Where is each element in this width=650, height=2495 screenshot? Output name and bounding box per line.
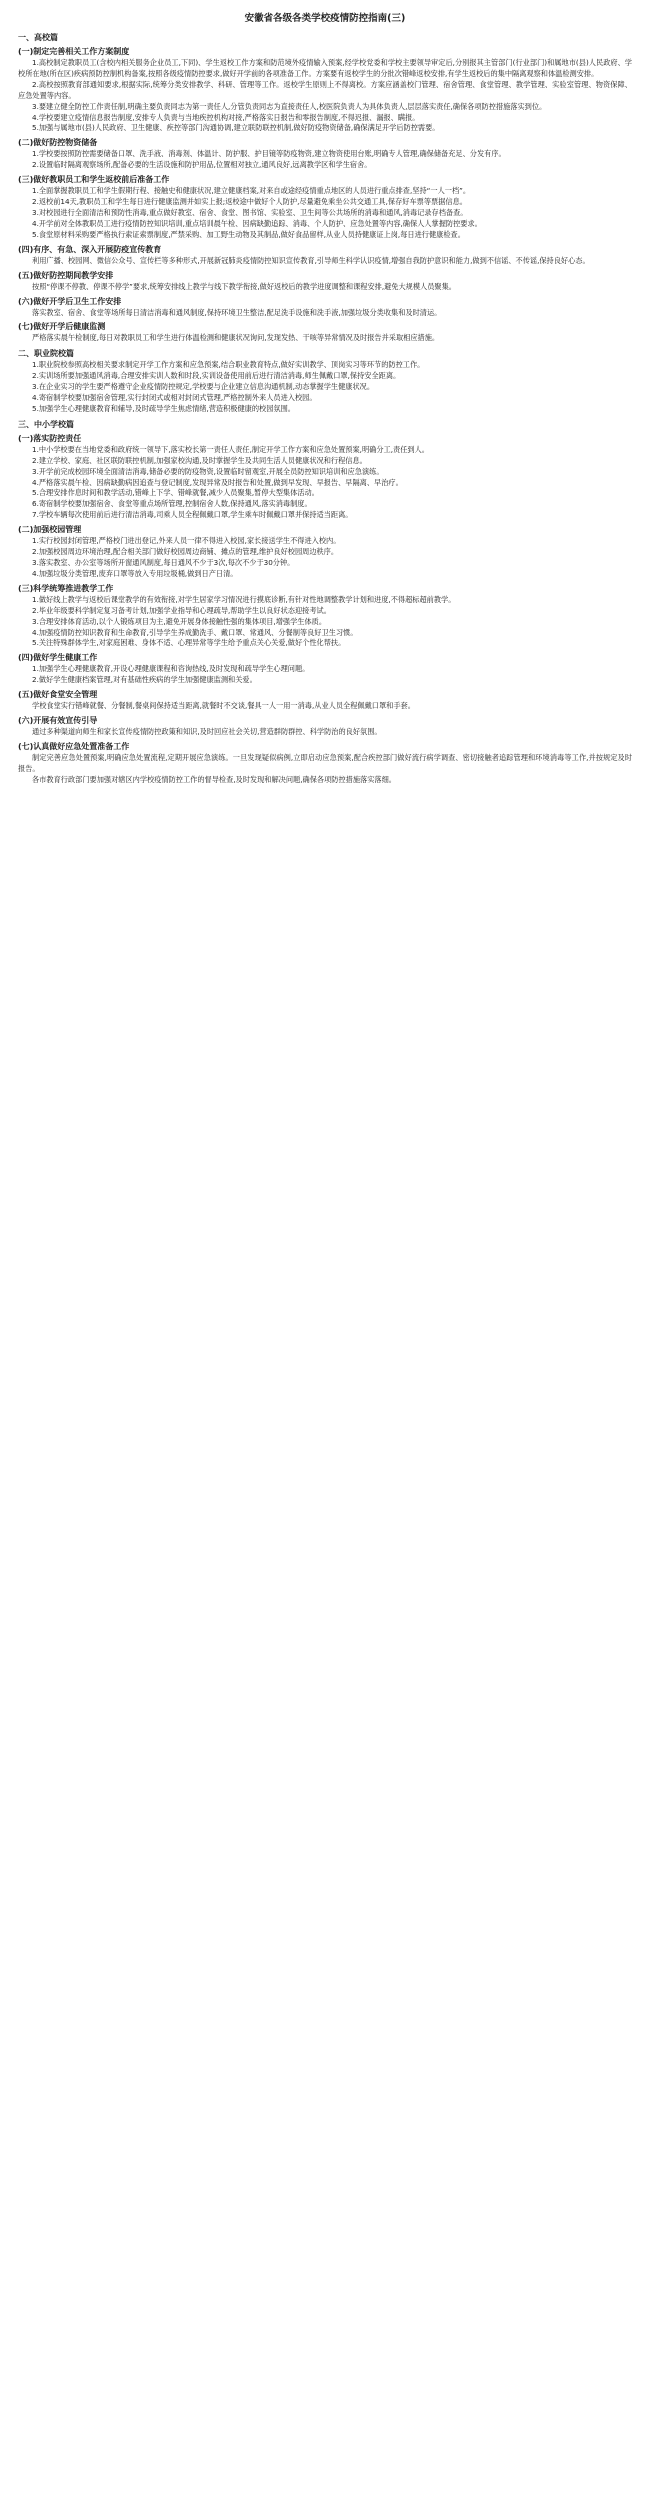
paragraph: 5.合理安排作息时间和教学活动,错峰上下学、错峰就餐,减少人员聚集,暂停大型集体活动。 (32, 488, 319, 498)
paragraph: 3.合理安排体育活动,以个人锻炼项目为主,避免开展身体接触性强的集体项目,增强学生体质。 (32, 616, 327, 626)
paragraph: 4.加强垃圾分类管理,废弃口罩等放入专用垃圾桶,做到日产日清。 (32, 568, 238, 578)
subsection-heading: (五)做好防控期间教学安排 (18, 270, 114, 280)
subsection-heading: (一)制定完善相关工作方案制度 (18, 47, 130, 56)
paragraph: 4.寄宿制学校要加强宿舍管理,实行封闭式或相对封闭式管理,严格控制外来人员进入校园。 (32, 393, 317, 403)
subsection-heading: (六)开展有效宣传引导 (18, 716, 98, 726)
paragraph: 1.加强学生心理健康教育,开设心理健康课程和咨询热线,及时发现和疏导学生心理问题。 (32, 664, 310, 674)
paragraph: 2.毕业年级要科学制定复习备考计划,加强学业指导和心理疏导,帮助学生以良好状态迎接考试。 (32, 605, 331, 615)
paragraph: 7.学校车辆每次使用前后进行清洁消毒,司乘人员全程佩戴口罩,学生乘车时佩戴口罩并保持适当距离。 (32, 510, 353, 520)
paragraph: 4.严格落实晨午检、因病缺勤病因追查与登记制度,发现异常及时报告和处置,做到早发现、早报告、早隔离、早治疗。 (32, 477, 403, 487)
subsection-heading: (一)落实防控责任 (18, 433, 82, 443)
paragraph: 1.实行校园封闭管理,严格校门进出登记,外来人员一律不得进入校园,家长接送学生不得进入校内。 (32, 536, 341, 546)
paragraph: 落实教室、宿舍、食堂等场所每日清洁消毒和通风制度,保持环境卫生整洁,配足洗手设施和洗手液,加强垃圾分类收集和及时清运。 (32, 307, 442, 317)
paragraph: 2.高校按照教育部通知要求,根据实际,统筹分类安排教学、科研、管理等工作。返校学生原则上不得离校。方案应涵盖校门管理、宿舍管理、食堂管理、教学管理、实验室管理、物资保障、应急处置等内容。 (18, 79, 632, 100)
section-heading: 一、高校篇 (18, 33, 58, 42)
paragraph: 3.在企业实习的学生要严格遵守企业疫情防控规定,学校要与企业建立信息沟通机制,动态掌握学生健康状况。 (32, 382, 375, 392)
paragraph: 6.寄宿制学校要加强宿舍、食堂等重点场所管理,控制宿舍人数,保持通风,落实消毒制度。 (32, 499, 312, 509)
paragraph: 通过多种渠道向师生和家长宣传疫情防控政策和知识,及时回应社会关切,营造群防群控、科学防治的良好氛围。 (32, 727, 382, 737)
paragraph: 4.学校要建立疫情信息报告制度,安排专人负责与当地疾控机构对接,严格落实日报告和零报告制度,不得迟报、漏报、瞒报。 (32, 112, 420, 122)
subsection-heading: (二)加强校园管理 (18, 525, 82, 535)
subsection-heading: (四)做好学生健康工作 (18, 653, 98, 663)
subsection-heading: (二)做好防控物资储备 (18, 138, 98, 148)
paragraph: 1.学校要按照防控需要储备口罩、洗手液、消毒剂、体温计、防护服、护目镜等防疫物资,建立物资使用台账,明确专人管理,确保储备充足、分发有序。 (32, 149, 506, 159)
paragraph: 按照“停课不停教、停课不停学”要求,统筹安排线上教学与线下教学衔接,做好返校后的教学进度调整和课程安排,避免大规模人员聚集。 (32, 281, 456, 291)
paragraph: 1.职业院校参照高校相关要求制定开学工作方案和应急预案,结合职业教育特点,做好实训教学、顶岗实习等环节的防控工作。 (32, 360, 425, 370)
paragraph: 5.加强学生心理健康教育和辅导,及时疏导学生焦虑情绪,营造积极健康的校园氛围。 (32, 403, 295, 413)
paragraph: 1.做好线上教学与返校后课堂教学的有效衔接,对学生居家学习情况进行摸底诊断,有针对性地调整教学计划和进度,不得超标超前教学。 (32, 594, 456, 604)
paragraph: 2.加强校园周边环境治理,配合相关部门做好校园周边商铺、摊点的管理,维护良好校园周边秩序。 (32, 547, 339, 557)
paragraph: 学校食堂实行错峰就餐、分餐制,餐桌间保持适当距离,就餐时不交谈,餐具一人一用一消毒,从业人员全程佩戴口罩和手套。 (32, 701, 415, 711)
paragraph: 2.建立学校、家庭、社区联防联控机制,加强家校沟通,及时掌握学生及共同生活人员健康状况和行程信息。 (32, 455, 367, 465)
paragraph: 1.全面掌握教职员工和学生假期行程、接触史和健康状况,建立健康档案,对来自或途经疫情重点地区的人员进行重点排查,坚持“一人一档”。 (32, 186, 471, 196)
paragraph: 4.加强疫情防控知识教育和生命教育,引导学生养成勤洗手、戴口罩、常通风、分餐制等良好卫生习惯。 (32, 627, 358, 637)
paragraph: 2.设置临时隔离观察场所,配备必要的生活设施和防护用品,位置相对独立,通风良好,远离教学区和学生宿舍。 (32, 160, 372, 170)
paragraph: 3.开学前完成校园环境全面清洁消毒,储备必要的防疫物资,设置临时留观室,开展全员防控知识培训和应急演练。 (32, 466, 384, 476)
paragraph: 1.中小学校要在当地党委和政府统一领导下,落实校长第一责任人责任,制定开学工作方案和应急处置预案,明确分工,责任到人。 (32, 444, 429, 454)
paragraph: 1.高校制定教职员工(含校内相关服务企业员工,下同)、学生返校工作方案和防范境外疫情输入预案,经学校党委和学校主要领导审定后,分别报其主管部门(行业部门)和属地市(县)人民政府、学校所在地(所在区)疾病预防控制机构备案,按照各级疫情防控要求,做好开学前的各项准备工作。方案要有返校学生的分批次错峰返校安排,有学生返校后的集中隔离观察和体温检测安排。 (18, 58, 632, 78)
subsection-heading: (五)做好食堂安全管理 (18, 690, 98, 700)
paragraph: 严格落实晨午检制度,每日对教职员工和学生进行体温检测和健康状况询问,发现发热、干咳等异常情况及时报告并采取相应措施。 (32, 333, 440, 343)
subsection-heading: (四)有序、有急、深入开展防疫宣传教育 (18, 244, 162, 254)
paragraph: 5.加强与属地市(县)人民政府、卫生健康、疾控等部门沟通协调,建立联防联控机制,做好防疫物资储备,确保满足开学后防控需要。 (32, 123, 440, 133)
paragraph: 2.实训场所要加强通风消毒,合理安排实训人数和时段,实训设备使用前后进行清洁消毒,师生佩戴口罩,保持安全距离。 (32, 371, 401, 381)
subsection-heading: (七)做好开学后健康监测 (18, 322, 106, 332)
subsection-heading: (三)做好教职员工和学生返校前后准备工作 (18, 175, 170, 185)
section-heading: 三、中小学校篇 (18, 419, 74, 429)
paragraph: 3.对校园进行全面清洁和预防性消毒,重点做好教室、宿舍、食堂、图书馆、实验室、卫生间等公共场所的消毒和通风,消毒记录存档备查。 (32, 207, 468, 217)
paragraph: 各市教育行政部门要加强对辖区内学校疫情防控工作的督导检查,及时发现和解决问题,确保各项防控措施落实落细。 (32, 774, 396, 784)
section-heading: 二、职业院校篇 (18, 349, 74, 359)
document-body (18, 32, 632, 786)
document-title: 安徽省各级各类学校疫情防控指南(三) (244, 13, 406, 24)
paragraph: 制定完善应急处置预案,明确应急处置流程,定期开展应急演练。一旦发现疑似病例,立即启动应急预案,配合疾控部门做好流行病学调查、密切接触者追踪管理和环境消毒等工作,并按规定及时报告。 (18, 752, 632, 773)
paragraph: 2.做好学生健康档案管理,对有基础性疾病的学生加强健康监测和关爱。 (32, 675, 257, 685)
paragraph: 3.要建立健全防控工作责任制,明确主要负责同志为第一责任人,分管负责同志为直接责任人,校医院负责人为具体负责人,层层落实责任,确保各项防控措施落实到位。 (32, 101, 547, 111)
paragraph: 4.开学前对全体教职员工进行疫情防控知识培训,重点培训晨午检、因病缺勤追踪、消毒、个人防护、应急处置等内容,确保人人掌握防控要求。 (32, 218, 482, 228)
paragraph: 5.食堂原材料采购要严格执行索证索票制度,严禁采购、加工野生动物及其制品,做好食品留样,从业人员持健康证上岗,每日进行健康检查。 (32, 229, 465, 239)
paragraph: 利用广播、校园网、微信公众号、宣传栏等多种形式,开展新冠肺炎疫情防控知识宣传教育,引导师生科学认识疫情,增强自我防护意识和能力,做到不信谣、不传谣,保持良好心态。 (32, 255, 590, 265)
document-page (0, 0, 650, 796)
subsection-heading: (七)认真做好应急处置准备工作 (18, 741, 130, 751)
subsection-heading: (六)做好开学后卫生工作安排 (18, 296, 122, 306)
paragraph: 2.返校前14天,教职员工和学生每日进行健康监测并如实上报;返校途中做好个人防护,尽量避免乘坐公共交通工具,保存好车票等票据信息。 (32, 197, 467, 207)
subsection-heading: (三)科学统筹推进教学工作 (18, 583, 114, 593)
paragraph: 3.落实教室、办公室等场所开窗通风制度,每日通风不少于3次,每次不少于30分钟。 (32, 558, 295, 567)
paragraph: 5.关注特殊群体学生,对家庭困难、身体不适、心理异常等学生给予重点关心关爱,做好个性化帮扶。 (32, 638, 346, 648)
